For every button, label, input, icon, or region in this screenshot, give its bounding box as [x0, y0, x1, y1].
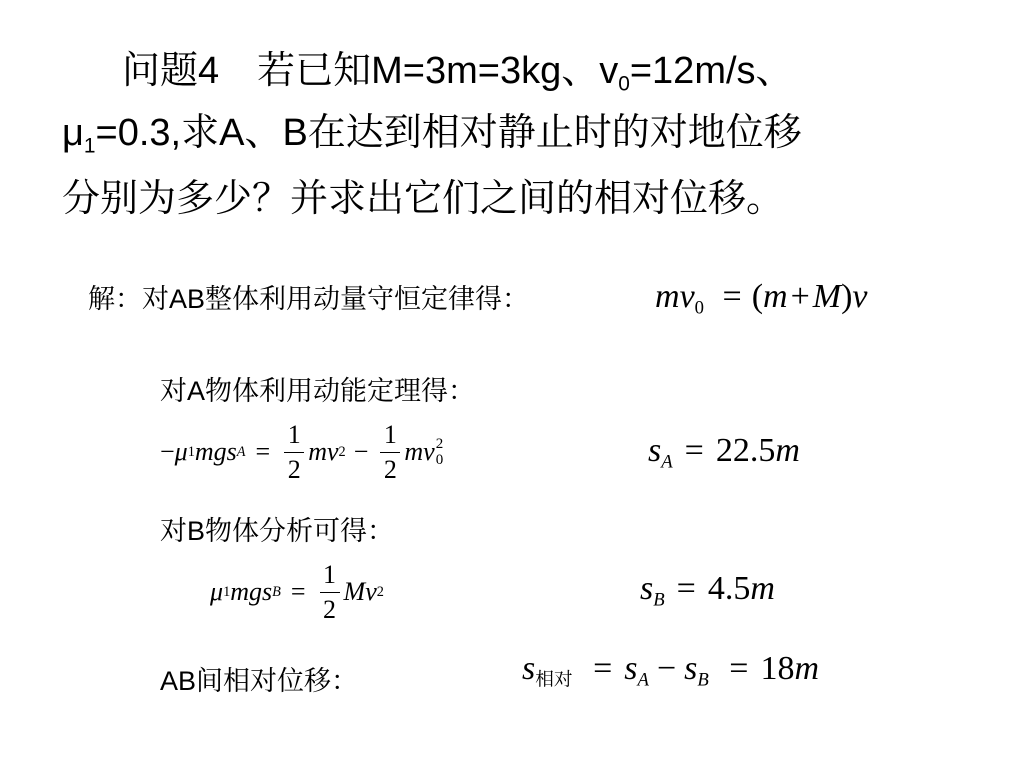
- eq2-minus2: −: [353, 437, 369, 466]
- srel-minus: −: [656, 650, 677, 687]
- sa-equals: =: [684, 432, 704, 469]
- sa-var: s: [648, 432, 662, 469]
- eq3-s-sub: B: [272, 584, 281, 600]
- sb-unit: m: [750, 570, 775, 607]
- srel-sa: s: [624, 650, 638, 687]
- eq1-sub0: 0: [694, 297, 704, 319]
- eq2-equals: =: [255, 437, 271, 466]
- eq3-mgs: mgs: [230, 577, 273, 606]
- result-sa: [648, 432, 800, 473]
- step3-label: 对B物体分析可得：: [160, 516, 395, 546]
- eq1-v2: v: [852, 278, 868, 315]
- equation-momentum: [655, 278, 868, 319]
- eq3-fraction: $\frac{1}{2}$: [320, 562, 340, 623]
- result-relative: [522, 650, 820, 691]
- problem-line-1: [122, 50, 794, 96]
- problem-text-c: =0.3,求A、B在达到相对静止时的对地位移: [95, 112, 802, 154]
- srel-equals-2: =: [729, 650, 749, 687]
- problem-line-2: [62, 112, 802, 158]
- mu-subscript: 1: [83, 134, 96, 158]
- sb-value: 4.5: [707, 570, 751, 607]
- sa-unit: m: [775, 432, 800, 469]
- eq1-plus: +: [790, 278, 810, 315]
- eq1-v: v: [679, 278, 695, 315]
- eq1-m2: m: [763, 278, 788, 315]
- srel-sub: 相对: [535, 669, 573, 691]
- srel-var: s: [522, 650, 536, 687]
- eq3-mu: μ: [210, 577, 224, 606]
- sb-equals: =: [676, 570, 696, 607]
- eq3-equals: =: [290, 577, 306, 606]
- srel-equals-1: =: [593, 650, 613, 687]
- step4-label: AB间相对位移：: [160, 666, 359, 696]
- sb-sub: B: [653, 589, 665, 611]
- equation-energy-b: μ 1 mgs B = $\frac{1}{2}$ Mv 2: [210, 559, 384, 624]
- eq2-mu: μ: [174, 437, 188, 466]
- eq2-mgs: mgs: [194, 437, 237, 466]
- problem-line-3: 分别为多少？并求出它们之间的相对位移。: [62, 178, 785, 220]
- equation-energy-a: − μ 1 mgs A = $\frac{1}{2}$ mv 2 − $\frac{1}{2}$ mv 2 0: [160, 419, 444, 484]
- srel-sb-sub: B: [697, 669, 709, 691]
- step1-label: 解：对AB整体利用动量守恒定律得：: [88, 284, 530, 314]
- mu-symbol: μ: [62, 112, 84, 154]
- sb-var: s: [640, 570, 654, 607]
- eq2-term2-sup: 2: [435, 435, 444, 452]
- eq1-paren-close: ): [841, 278, 853, 315]
- v0-subscript: 0: [618, 72, 630, 96]
- problem-text-b: =12m/s、: [629, 50, 794, 92]
- srel-unit: m: [794, 650, 820, 687]
- eq1-m: m: [655, 278, 680, 315]
- sa-value: 22.5: [715, 432, 776, 469]
- eq2-minus: −: [160, 437, 175, 466]
- eq2-term1: mv: [308, 437, 339, 466]
- srel-sa-sub: A: [637, 669, 649, 691]
- srel-value: 18: [760, 650, 795, 687]
- eq2-s-sub: A: [236, 444, 246, 460]
- sa-sub: A: [661, 451, 673, 473]
- eq2-fraction-1: $\frac{1}{2}$: [284, 422, 304, 483]
- eq3-term: Mv: [343, 577, 377, 606]
- eq1-equals: =: [722, 278, 742, 315]
- srel-sb: s: [684, 650, 698, 687]
- problem-text-a: 问题4 若已知M=3m=3kg、v: [122, 50, 619, 92]
- eq2-term2: mv: [404, 437, 435, 466]
- eq2-fraction-2: $\frac{1}{2}$: [380, 422, 400, 483]
- result-sb: [640, 570, 775, 611]
- eq1-paren-open: (: [751, 278, 764, 315]
- eq2-term2-sub: 0: [435, 452, 444, 468]
- eq1-M: M: [812, 278, 842, 315]
- step2-label: 对A物体利用动能定理得：: [160, 376, 476, 406]
